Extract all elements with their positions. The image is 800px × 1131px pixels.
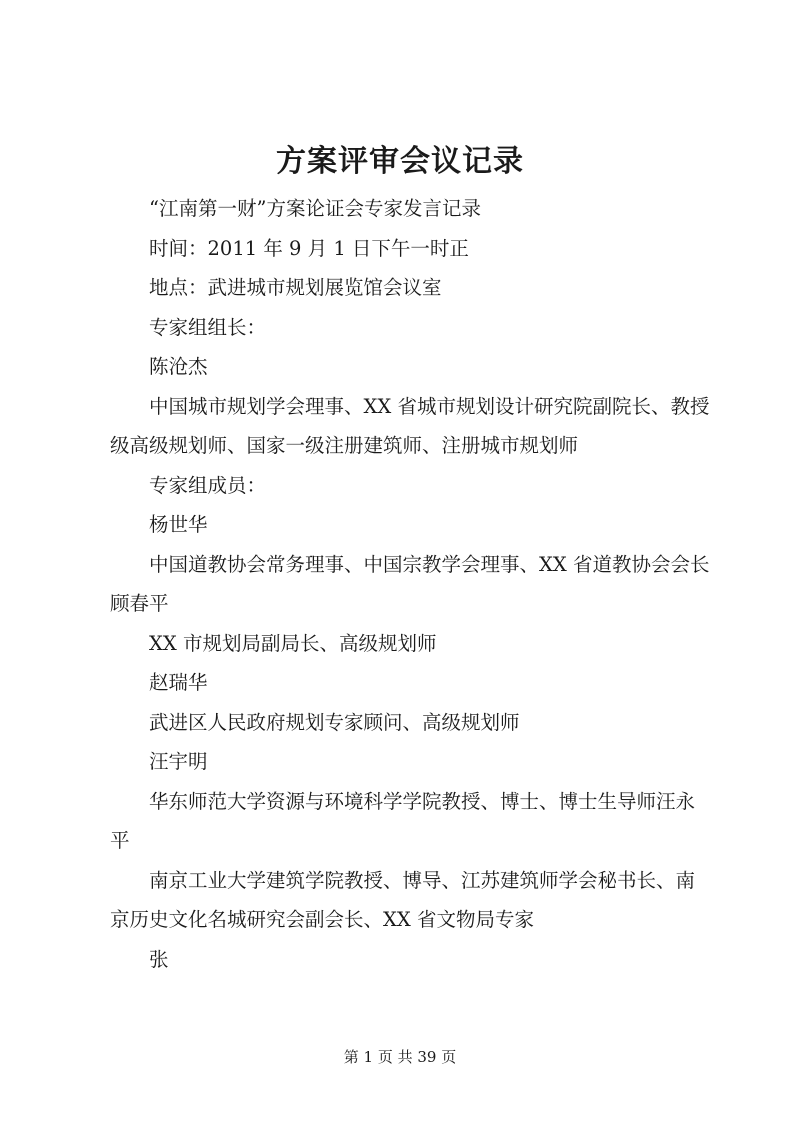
paragraph-members-heading: 专家组成员： (149, 473, 267, 497)
document-body (110, 189, 710, 979)
paragraph-member-name: 张 (149, 947, 169, 971)
paragraph-member-title: 南京工业大学建筑学院教授、博导、江苏建筑师学会秘书长、南京历史文化名城研究会副会长、XX 省文物局专家 (110, 868, 696, 931)
paragraph-leader-title: 中国城市规划学会理事、XX 省城市规划设计研究院副院长、教授级高级规划师、国家一级注册建筑师、注册城市规划师 (110, 394, 710, 457)
paragraph-member-title: 武进区人民政府规划专家顾问、高级规划师 (149, 710, 520, 734)
paragraph-meeting-subject: “江南第一财”方案论证会专家发言记录 (149, 197, 481, 220)
paragraph-group-leader-heading: 专家组组长： (149, 315, 267, 339)
paragraph-member-name: 汪宇明 (149, 750, 208, 773)
paragraph-member-name: 杨世华 (149, 513, 208, 536)
paragraph-member-title: XX 市规划局副局长、高级规划师 (149, 631, 437, 655)
paragraph-location: 地点：武进城市规划展览馆会议室 (149, 276, 442, 299)
paragraph-member-title: 华东师范大学资源与环境科学学院教授、博士、博士生导师汪永平 (110, 789, 696, 852)
paragraph-member-title: 中国道教协会常务理事、中国宗教学会理事、XX 省道教协会会长顾春平 (110, 552, 710, 615)
paragraph-member-name: 赵瑞华 (149, 671, 208, 694)
document-title: 方案评审会议记录 (276, 144, 524, 179)
paragraph-leader-name: 陈沧杰 (149, 355, 208, 378)
page-footer: 第 1 页 共 39 页 (343, 1048, 457, 1066)
paragraph-time: 时间：2011 年 9 月 1 日下午一时正 (149, 236, 469, 260)
